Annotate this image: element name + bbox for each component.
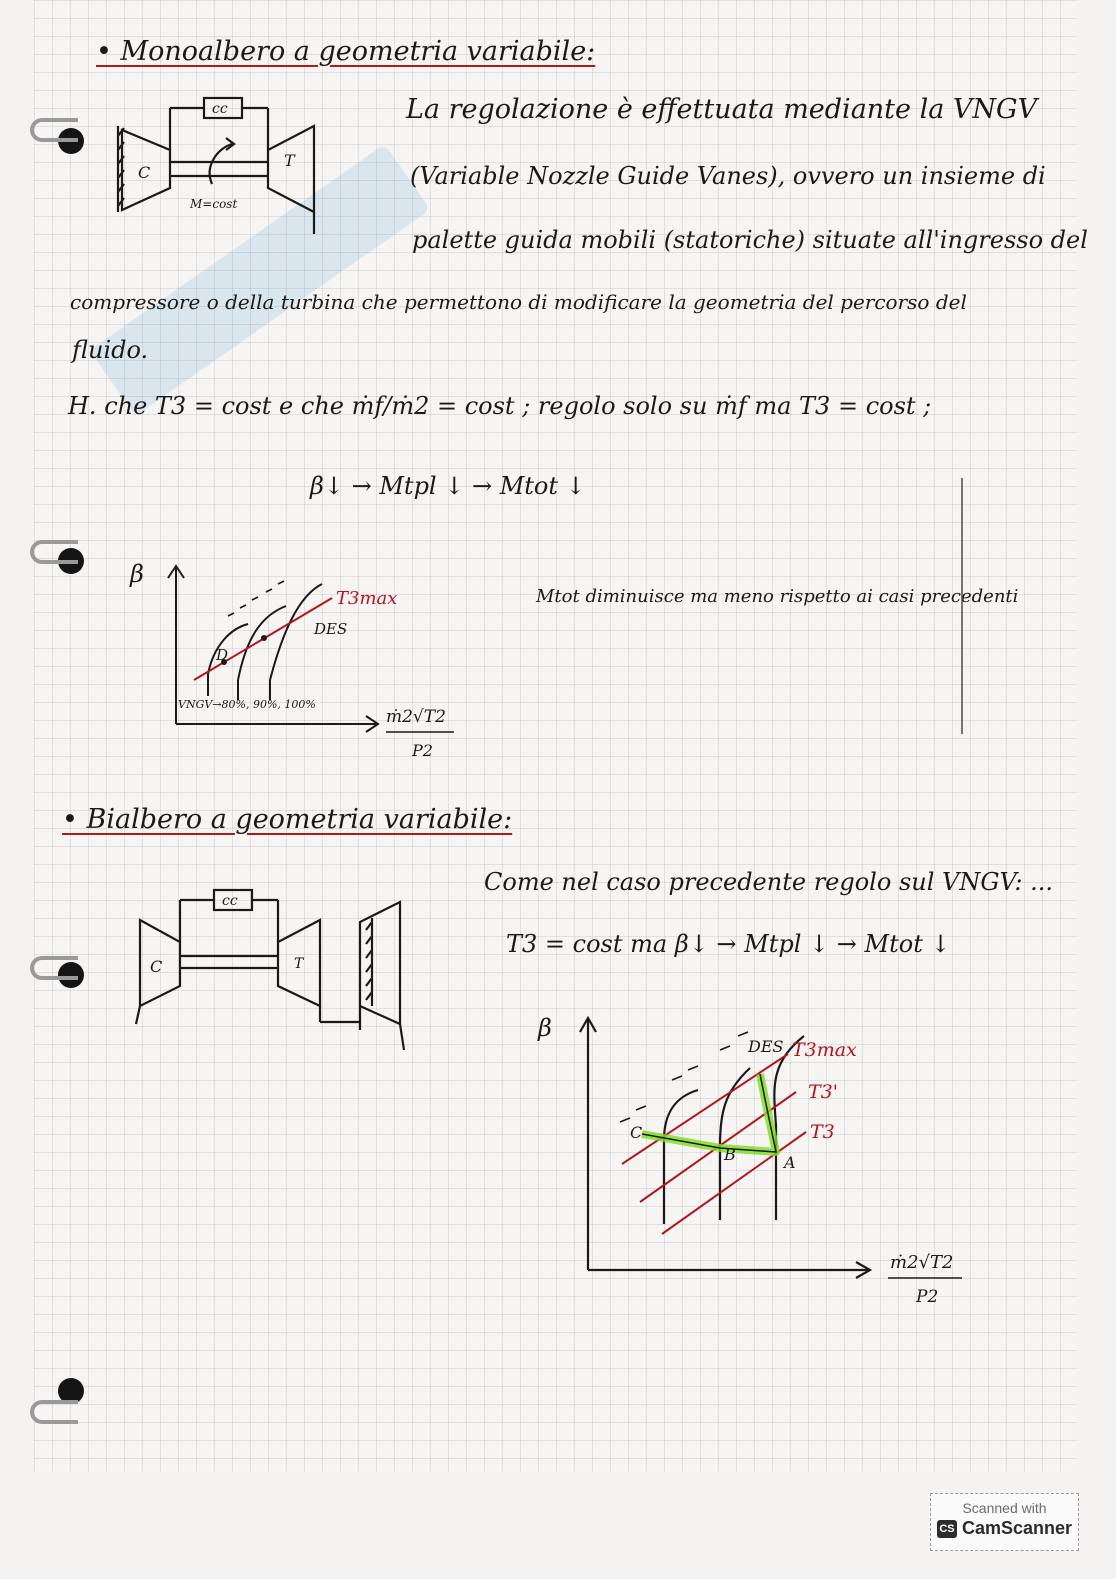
point-c-label: C (630, 1123, 643, 1142)
text-line: compressore o della turbina che permettono di modificare la geometria del percorso del (70, 290, 967, 314)
hypothesis-line: H. che T3 = cost e che ṁf/ṁ2 = cost ; regolo solo su ṁf ma T3 = cost ; (68, 392, 932, 420)
point-a-label: A (784, 1153, 796, 1172)
mtot-note: Mtot diminuisce ma meno rispetto ai casi precedenti (536, 586, 1019, 607)
combustor-label: cc (212, 101, 228, 117)
point-d-label: D (216, 646, 229, 664)
camscanner-logo-icon: CS (937, 1520, 957, 1538)
binder-ring (30, 540, 78, 564)
vngv-label: VNGV→80%, 90%, 100% (178, 698, 316, 711)
turbine-label: T (294, 956, 304, 972)
xlabel-numerator: ṁ2√T2 (890, 1252, 954, 1273)
text-line: palette guida mobili (statoriche) situate all'ingresso del (412, 226, 1088, 254)
margin-line (958, 478, 966, 738)
text-line: (Variable Nozzle Guide Vanes), ovvero un insieme di (410, 162, 1046, 190)
compressor-label: C (150, 957, 163, 976)
beta-chain: β↓ → Mtpl ↓ → Mtot ↓ (310, 472, 586, 500)
binder-ring (30, 118, 78, 142)
text-line: T3 = cost ma β↓ → Mtpl ↓ → Mtot ↓ (506, 930, 951, 958)
badge-bottom-text: CamScanner (961, 1518, 1073, 1538)
shaft-label: M=cost (190, 197, 238, 211)
combustor-label: cc (222, 893, 238, 909)
t3max-label: T3max (336, 588, 398, 609)
text-line: fluido. (72, 336, 149, 364)
section1-heading: • Monoalbero a geometria variabile: (96, 36, 596, 67)
graph-monoalbero (120, 556, 480, 766)
compressor-label: C (138, 163, 151, 182)
t3-label: T3 (810, 1121, 835, 1143)
badge-top-text: Scanned with (962, 1500, 1047, 1516)
axis-label-beta: β (130, 560, 144, 588)
turbine-label: T (284, 151, 295, 170)
monoalbero-diagram (108, 92, 328, 242)
des-label: DES (314, 620, 348, 638)
text-line: La regolazione è effettuata mediante la VNGV (406, 94, 1038, 125)
xlabel-denominator: P2 (916, 1287, 939, 1307)
des-label: DES (748, 1037, 784, 1056)
graph-bialbero (538, 1006, 978, 1316)
t3-prime-label: T3' (808, 1081, 838, 1103)
point-b-label: B (724, 1145, 736, 1164)
binder-ring (30, 1400, 78, 1424)
binder-ring (30, 956, 78, 980)
camscanner-badge (930, 1493, 1079, 1551)
section2-heading: • Bialbero a geometria variabile: (62, 804, 513, 835)
bialbero-diagram (128, 882, 418, 1052)
xlabel-numerator: ṁ2√T2 (386, 707, 446, 727)
t3max-label: T3max (792, 1039, 857, 1061)
text-line: Come nel caso precedente regolo sul VNGV: ... (484, 868, 1054, 896)
axis-label-beta: β (538, 1014, 552, 1042)
xlabel-denominator: P2 (412, 741, 433, 760)
